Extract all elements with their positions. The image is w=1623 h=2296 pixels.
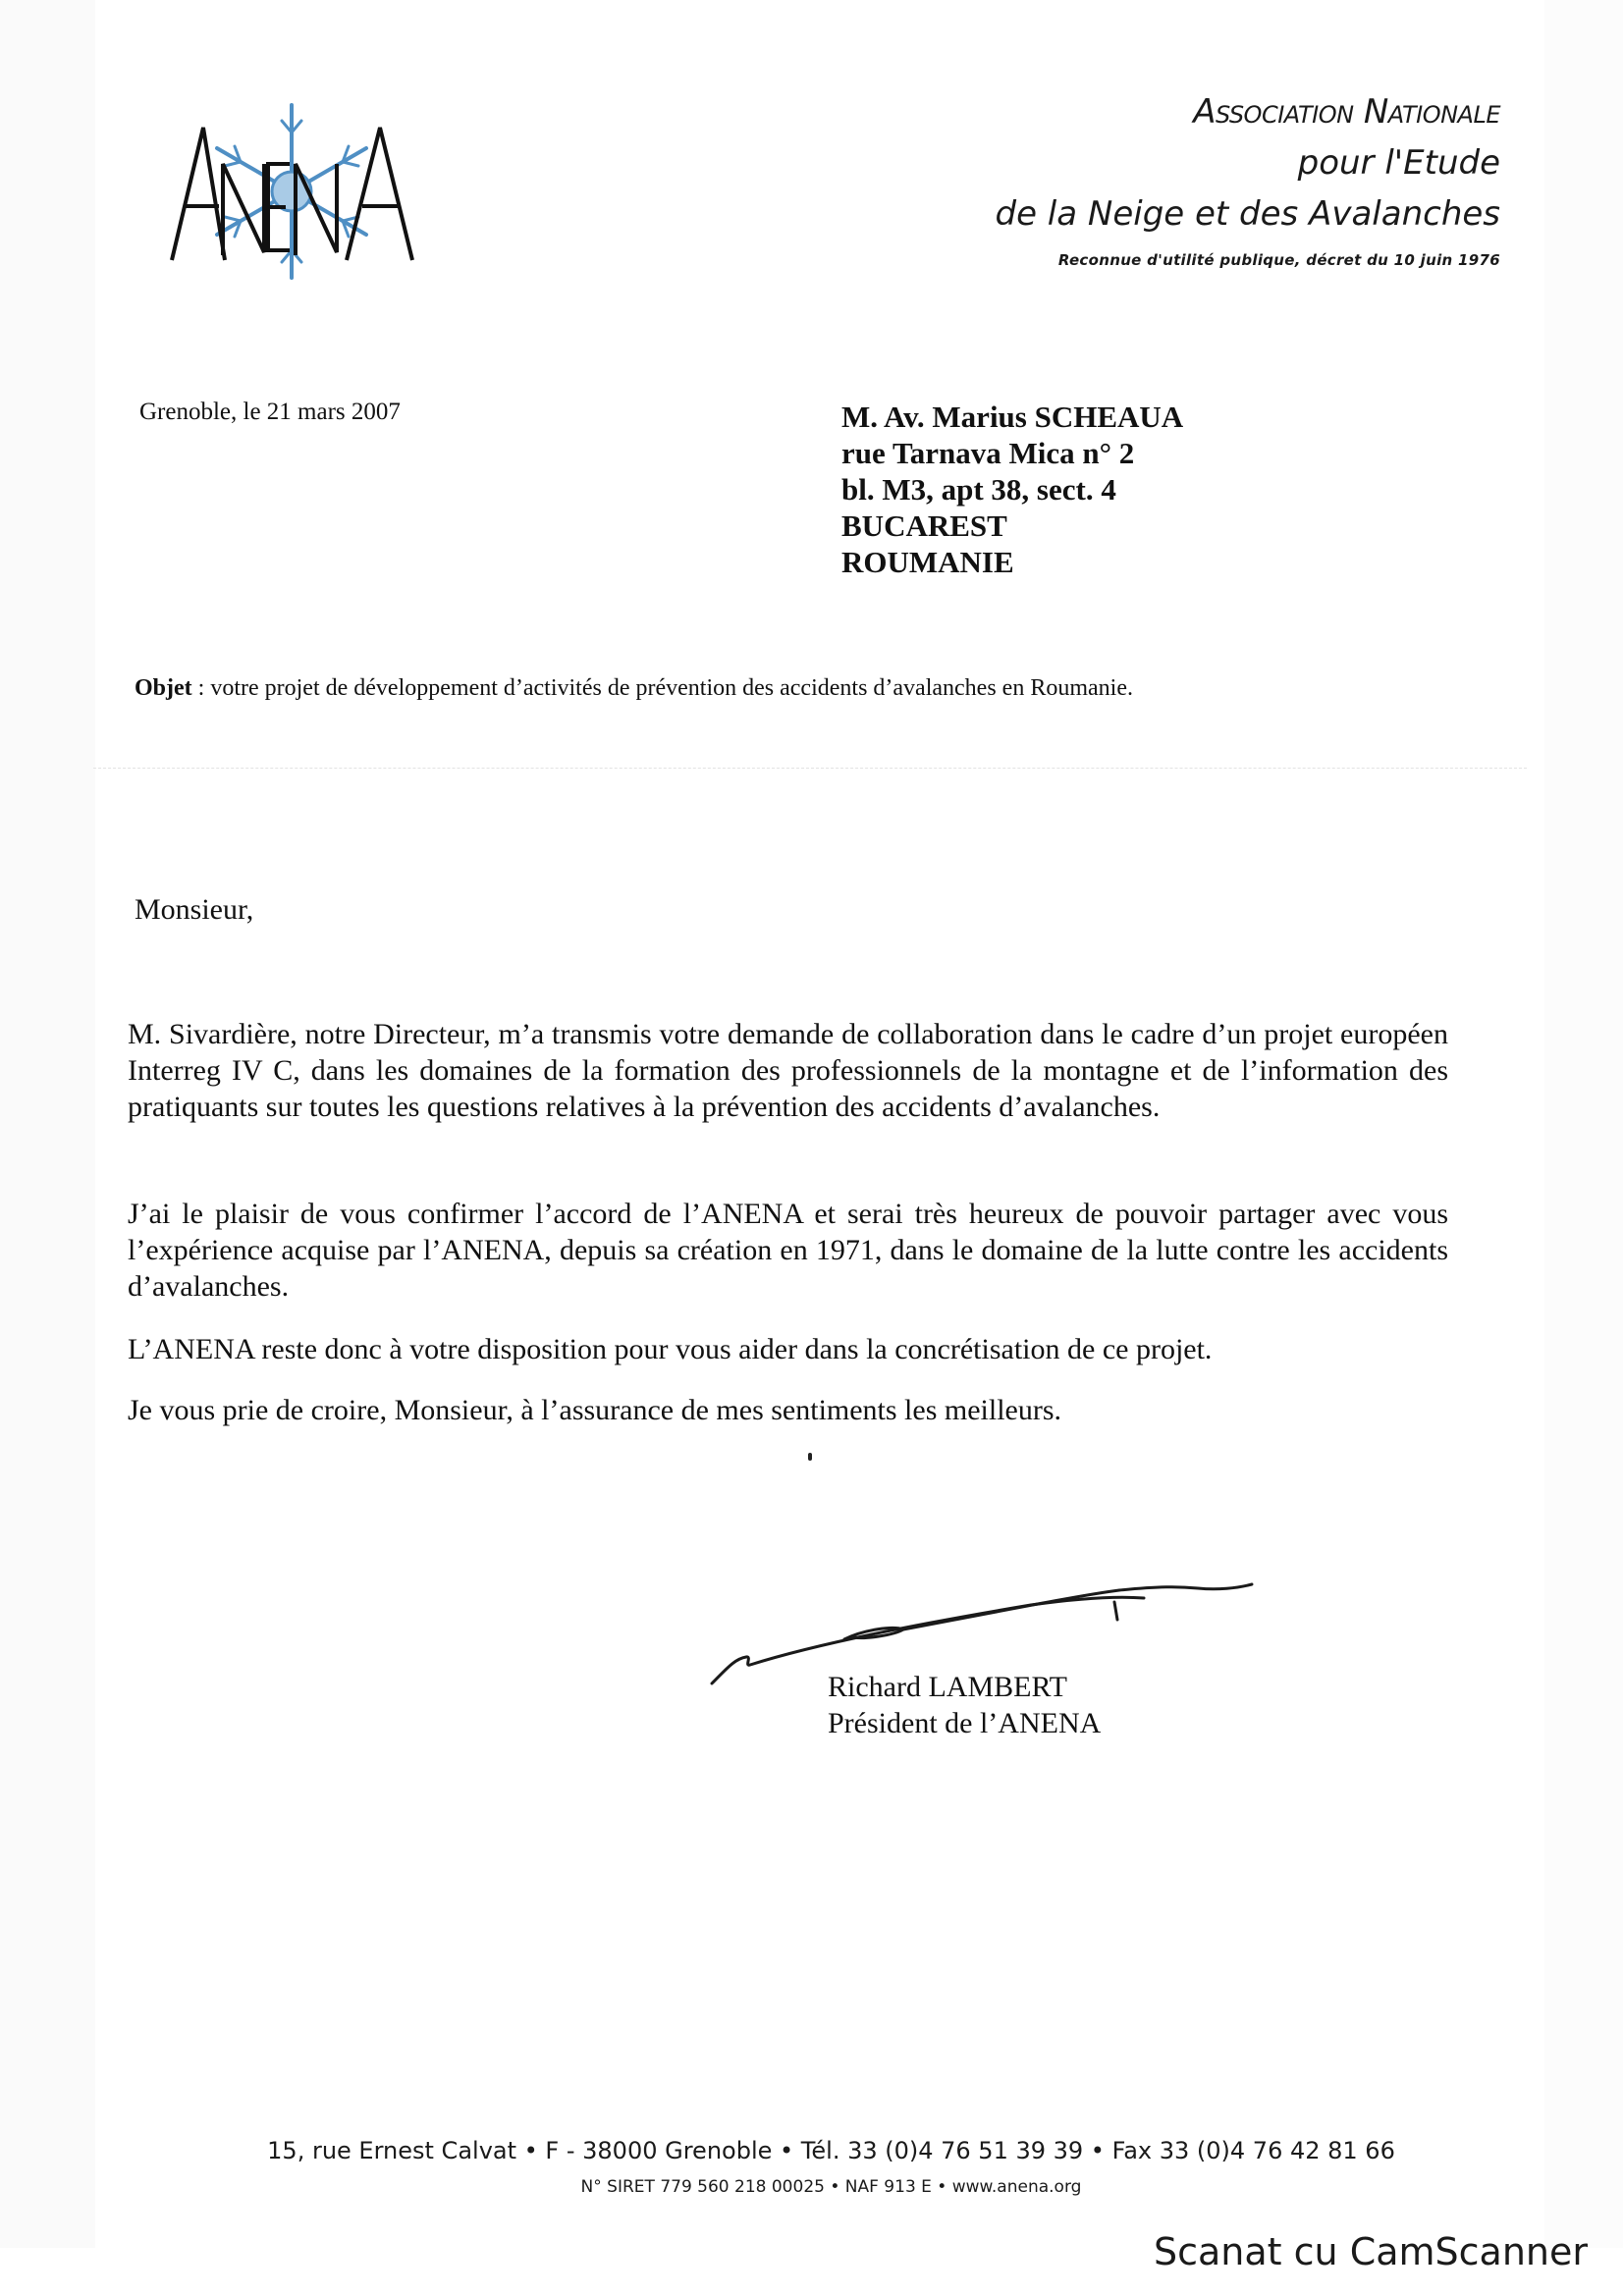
- org-name-line3: de la Neige et des Avalanches: [995, 194, 1500, 234]
- organization-header: [996, 86, 1501, 269]
- recipient-line: M. Av. Marius SCHEAUA: [841, 400, 1184, 434]
- signer-block: [828, 1669, 1101, 1741]
- recipient-line: ROUMANIE: [841, 545, 1014, 579]
- footer-address: 15, rue Ernest Calvat • F - 38000 Grenoble • Tél. 33 (0)4 76 51 39 39 • Fax 33 (0)4 76 42 81 66: [267, 2137, 1395, 2164]
- body-paragraph: J’ai le plaisir de vous confirmer l’accord de l’ANENA et serai très heureux de pouvoir partager avec vous l’expérience acquise par l’ANENA, depuis sa création en 1971, dans le domaine de la lutte contre les accidents d’avalanches.: [128, 1198, 1448, 1303]
- subject-label: Objet: [135, 675, 192, 701]
- scan-fold-line: [93, 768, 1527, 769]
- recipient-line: rue Tarnava Mica n° 2: [841, 436, 1135, 470]
- footer-registration: N° SIRET 779 560 218 00025 • NAF 913 E • www.anena.org: [580, 2177, 1082, 2197]
- signer-title: Président de l’ANENA: [828, 1707, 1102, 1739]
- scan-margin-left: [0, 0, 95, 2248]
- greeting: Monsieur,: [135, 893, 254, 926]
- body-paragraph: L’ANENA reste donc à votre disposition pour vous aider dans la concrétisation de ce projet.: [128, 1333, 1213, 1365]
- recipient-line: BUCAREST: [841, 508, 1007, 543]
- scan-margin-right: [1544, 0, 1623, 2248]
- closing-paragraph: Je vous prie de croire, Monsieur, à l’assurance de mes sentiments les meilleurs.: [128, 1394, 1062, 1426]
- anena-logo: [162, 93, 422, 290]
- snowflake-icon: [217, 105, 366, 278]
- recipient-line: bl. M3, apt 38, sect. 4: [841, 472, 1116, 507]
- org-name-line2: pour l'Etude: [1297, 143, 1500, 183]
- body-paragraph: M. Sivardière, notre Directeur, m’a transmis votre demande de collaboration dans le cadre d’un projet européen Interreg IV C, dans les domaines de la formation des professionnels de la montagne et de l’information des pratiquants sur toutes les questions relatives à la prévention des accidents d’avalanches.: [128, 1018, 1448, 1123]
- signer-name: Richard LAMBERT: [828, 1671, 1067, 1703]
- scanner-watermark: Scanat cu CamScanner: [1153, 2230, 1588, 2273]
- place-date: Grenoble, le 21 mars 2007: [139, 399, 401, 425]
- org-recognition: Reconnue d'utilité publique, décret du 10 juin 1976: [1057, 251, 1500, 269]
- ink-speck: [808, 1453, 812, 1461]
- recipient-address: [841, 399, 1183, 580]
- subject-text: : votre projet de développement d’activités de prévention des accidents d’avalanches en Roumanie.: [191, 675, 1133, 701]
- subject-line: [135, 675, 1133, 702]
- org-name-line1: Association Nationale: [1193, 92, 1500, 132]
